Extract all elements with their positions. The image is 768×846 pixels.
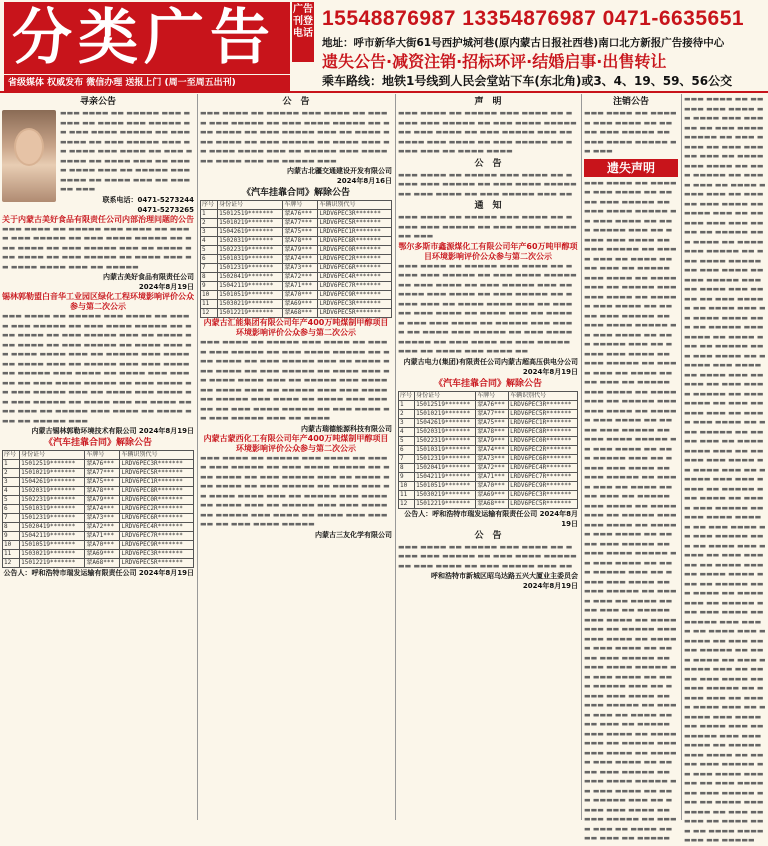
table-row bbox=[201, 228, 392, 237]
notice-body: ▬▬▬ ▬▬▬▬ ▬▬ ▬▬▬▬▬ ▬▬▬ ▬▬▬▬ ▬▬ ▬▬▬▬ ▬▬▬ ▬▬▬▬▬ ▬▬ ▬▬▬ ▬▬▬▬ ▬▬▬▬▬ ▬▬ ▬▬▬ ▬▬▬▬ ▬▬ ▬▬▬ ▬▬▬▬▬ ▬▬▬ ▬▬ ▬▬▬▬ ▬▬▬ ▬▬▬▬ ▬▬ ▬▬▬ ▬▬▬▬▬ ▬▬ ▬▬▬▬ ▬▬▬ ▬▬ ▬▬▬▬ ▬▬▬▬ ▬▬▬ ▬▬ ▬▬▬▬▬ ▬▬▬ ▬▬▬▬ ▬▬ ▬▬▬▬ ▬▬▬ ▬▬ ▬▬▬▬▬ ▬▬▬ ▬▬▬ ▬▬▬▬ ▬▬ ▬▬▬▬▬ ▬▬▬ ▬▬▬▬ ▬▬ ▬▬▬▬ ▬▬▬ ▬▬▬▬▬ ▬▬ ▬▬▬ ▬▬▬▬ ▬▬▬▬▬ bbox=[200, 453, 390, 528]
table-cell: LRDV6PEC6R******* bbox=[318, 264, 392, 273]
table-cell: LRDV6PEC5R******* bbox=[509, 409, 578, 418]
table-cell: 蒙A73*** bbox=[476, 454, 509, 463]
notice-title: 公 告 bbox=[474, 530, 502, 541]
table-cell: 蒙A72*** bbox=[85, 523, 120, 532]
signature: 公告人：呼和浩特市瑞发运输有限责任公司 2024年8月19日 bbox=[3, 569, 194, 577]
table-cell: 9 bbox=[399, 472, 415, 481]
table-row bbox=[3, 460, 194, 469]
table-cell: 蒙A75*** bbox=[283, 228, 318, 237]
table-cell: 车牌号 bbox=[283, 201, 318, 210]
notice-body: ▬▬▬ ▬▬▬▬ ▬▬ ▬▬▬▬▬ ▬▬▬ ▬▬▬▬ ▬▬ ▬▬▬▬ ▬▬▬ ▬▬▬▬▬ ▬▬ ▬▬▬ ▬▬▬▬ ▬▬▬▬▬ ▬▬ ▬▬▬ ▬▬▬▬ ▬▬ ▬▬▬ ▬▬▬▬▬ ▬▬▬ ▬▬ ▬▬▬▬ ▬▬▬ ▬▬▬▬ ▬▬ ▬▬▬ ▬▬▬▬▬ ▬▬ ▬▬▬▬ ▬▬▬ ▬▬ ▬▬▬▬ ▬▬▬▬ ▬▬▬ ▬▬ ▬▬▬▬▬ ▬▬▬ ▬▬▬▬ ▬▬ ▬▬▬▬ ▬▬▬ ▬▬ ▬▬▬▬▬ ▬▬▬ ▬▬▬ ▬▬▬▬ ▬▬ ▬▬▬▬▬ ▬▬▬ ▬▬▬▬ ▬▬ ▬▬▬▬ ▬▬▬ ▬▬▬▬▬ ▬▬ ▬▬▬ ▬▬▬▬ ▬▬▬▬▬ ▬▬ ▬▬▬ ▬▬▬▬ ▬▬ ▬▬▬ ▬▬▬▬▬ ▬▬▬ ▬▬ ▬▬▬▬ ▬▬▬ ▬▬▬▬ ▬▬ ▬▬▬ ▬▬▬▬▬ ▬▬ ▬▬▬▬ ▬▬▬ ▬▬ ▬▬▬▬ ▬▬▬▬ ▬▬▬ ▬▬ ▬▬▬▬▬ ▬▬▬ ▬▬▬▬ ▬▬ ▬▬▬▬ ▬▬▬ ▬▬ ▬▬▬▬▬ ▬▬▬ ▬▬▬ ▬▬▬▬ ▬▬ ▬▬▬▬▬ ▬▬▬ ▬▬▬▬ ▬▬ ▬▬▬▬ ▬▬▬ ▬▬▬▬▬ ▬▬ ▬▬▬ ▬▬▬▬ ▬▬▬▬▬ ▬▬ ▬▬▬ ▬▬▬▬ ▬▬ ▬▬▬ ▬▬▬▬▬ ▬▬▬ ▬▬ ▬▬▬▬ ▬▬▬ ▬▬▬▬ ▬▬ ▬▬▬ ▬▬▬▬▬ ▬▬ ▬▬▬▬ ▬▬▬ ▬▬ ▬▬▬▬ ▬▬▬▬ ▬▬▬ ▬▬ ▬▬▬▬▬ ▬▬▬ ▬▬▬▬ ▬▬ ▬▬▬▬ ▬▬▬ ▬▬ ▬▬▬▬▬ ▬▬▬ ▬▬▬ ▬▬▬▬ ▬▬ ▬▬▬▬▬ ▬▬▬ ▬▬▬▬ ▬▬ ▬▬▬▬ ▬▬▬ ▬▬▬▬▬ ▬▬ ▬▬▬ ▬▬▬▬ ▬▬▬▬▬ ▬▬ ▬▬▬ ▬▬▬▬ ▬▬ ▬▬▬ ▬▬▬▬▬ ▬▬▬ ▬▬ ▬▬▬▬ ▬▬▬ ▬▬▬▬ ▬▬ ▬▬▬ ▬▬▬▬▬ ▬▬ ▬▬▬▬ ▬▬▬ ▬▬ ▬▬▬▬ ▬▬▬▬ ▬▬▬ ▬▬ ▬▬▬▬▬ ▬▬▬ ▬▬▬▬ ▬▬ ▬▬▬▬ ▬▬▬ ▬▬ ▬▬▬▬▬ ▬▬▬ ▬▬▬ ▬▬▬▬ ▬▬ ▬▬▬▬▬ ▬▬▬ ▬▬▬▬ ▬▬ ▬▬▬▬ ▬▬▬ ▬▬▬▬▬ ▬▬ ▬▬▬ ▬▬▬▬ ▬▬▬▬▬ ▬▬ ▬▬▬ ▬▬▬▬ ▬▬ ▬▬▬ ▬▬▬▬▬ ▬▬▬ ▬▬ ▬▬▬▬ ▬▬▬ ▬▬▬▬ ▬▬ ▬▬▬ ▬▬▬▬▬ ▬▬ ▬▬▬▬ ▬▬▬ ▬▬ ▬▬▬▬ ▬▬▬▬ ▬▬▬ ▬▬ ▬▬▬▬▬ ▬▬▬ ▬▬▬▬ ▬▬ ▬▬▬▬ ▬▬▬ ▬▬ ▬▬▬▬▬ ▬▬▬ ▬▬▬ ▬▬▬▬ ▬▬ ▬▬▬▬▬ ▬▬▬ ▬▬▬▬ ▬▬ ▬▬▬▬ ▬▬▬ ▬▬▬▬▬ ▬▬ ▬▬▬ ▬▬▬▬ ▬▬▬▬▬ ▬▬ ▬▬▬ ▬▬▬▬ ▬▬ ▬▬▬ ▬▬▬▬▬ ▬▬▬ ▬▬ ▬▬▬▬ ▬▬▬ ▬▬▬▬ ▬▬ ▬▬▬ ▬▬▬▬▬ ▬▬ ▬▬▬▬ ▬▬▬ ▬▬ ▬▬▬▬ ▬▬▬▬ ▬▬▬ ▬▬ ▬▬▬▬▬ bbox=[684, 95, 766, 844]
signature: 内蒙古三友化学有限公司 bbox=[315, 530, 392, 539]
table-cell: LRDV6PEC0R******* bbox=[120, 496, 194, 505]
table-cell: 车辆识别代号 bbox=[120, 451, 194, 460]
table-cell: LRDV6PEC5R******* bbox=[120, 469, 194, 478]
table-cell: 5 bbox=[3, 496, 20, 505]
table-cell: 序号 bbox=[201, 201, 218, 210]
table-row bbox=[399, 418, 578, 427]
table-cell: LRDV6PEC3R******* bbox=[318, 300, 392, 309]
services-line: 遗失公告·减资注销·招标环评·结婚启事·出售转让 bbox=[322, 52, 667, 71]
table-cell: 蒙A77*** bbox=[283, 219, 318, 228]
table-cell: 15012319******* bbox=[218, 264, 283, 273]
masthead bbox=[0, 0, 768, 92]
table-cell: LRDV6PEC5R******* bbox=[318, 219, 392, 228]
table-row bbox=[201, 237, 392, 246]
notice-body: ▬▬▬ ▬▬▬▬ ▬▬ ▬▬▬▬▬ ▬▬▬ ▬▬▬▬ ▬▬ ▬▬▬▬ ▬▬▬ ▬▬▬▬▬ ▬▬ ▬▬▬ ▬▬▬▬ ▬▬▬▬▬ ▬▬ ▬▬▬ ▬▬▬▬ ▬▬ ▬▬▬ ▬▬▬▬▬ ▬▬▬ ▬▬ ▬▬▬▬ ▬▬▬ ▬▬▬▬ ▬▬ ▬▬▬ ▬▬▬▬▬ ▬▬ ▬▬▬▬ ▬▬▬ ▬▬ ▬▬▬▬ ▬▬▬▬ ▬▬▬ ▬▬ ▬▬▬▬▬ ▬▬▬ ▬▬▬▬ ▬▬ ▬▬▬▬ ▬▬▬ ▬▬ ▬▬▬▬▬ ▬▬▬ ▬▬▬ ▬▬▬▬ ▬▬ ▬▬▬▬▬ ▬▬▬ ▬▬▬▬ ▬▬ ▬▬▬▬ ▬▬▬ ▬▬▬▬▬ ▬▬ ▬▬▬ ▬▬▬▬ ▬▬▬▬▬ ▬▬ ▬▬▬ ▬▬▬▬ ▬▬ ▬▬▬ ▬▬▬▬▬ ▬▬▬ ▬▬ ▬▬▬▬ ▬▬▬ ▬▬▬▬ ▬▬ bbox=[398, 261, 577, 355]
table-cell: 15012219******* bbox=[20, 559, 85, 568]
table-cell: 1 bbox=[399, 400, 415, 409]
signature: 内蒙古锡林郭勒环境技术有限公司 2024年8月19日 bbox=[31, 427, 194, 435]
table-cell: LRDV6PEC4R******* bbox=[318, 273, 392, 282]
table-row bbox=[3, 487, 194, 496]
table-cell: 蒙A79*** bbox=[476, 436, 509, 445]
table-row bbox=[3, 550, 194, 559]
table-cell: 3 bbox=[399, 418, 415, 427]
table-row bbox=[3, 505, 194, 514]
table-cell: 2 bbox=[201, 219, 218, 228]
date: 2024年8月16日 bbox=[336, 177, 392, 185]
table-cell: 蒙A75*** bbox=[85, 478, 120, 487]
column-3 bbox=[396, 94, 580, 820]
table-header-row bbox=[399, 391, 578, 400]
table-cell: 15010219******* bbox=[218, 219, 283, 228]
notice-title: 寻亲公告 bbox=[79, 97, 116, 107]
header-divider bbox=[0, 91, 768, 93]
lost-notice-banner: 遗失声明 bbox=[584, 159, 678, 177]
table-row bbox=[201, 300, 392, 309]
table-cell: 蒙A70*** bbox=[476, 481, 509, 490]
table-cell: 蒙A74*** bbox=[476, 445, 509, 454]
table-cell: 蒙A76*** bbox=[85, 460, 120, 469]
table-row bbox=[399, 436, 578, 445]
notice-title: 公 告 bbox=[474, 158, 502, 169]
table-cell: 蒙A78*** bbox=[476, 427, 509, 436]
table-cell: 15042619******* bbox=[218, 228, 283, 237]
table-cell: 7 bbox=[201, 264, 218, 273]
table-cell: LRDV6PEC1R******* bbox=[509, 418, 578, 427]
notice-body: ▬▬▬ ▬▬▬▬ ▬▬ ▬▬▬▬▬ ▬▬▬ ▬▬▬▬ ▬▬ ▬▬▬▬ ▬▬▬ ▬▬▬▬▬ ▬▬ ▬▬▬ ▬▬▬▬ ▬▬▬▬▬ ▬▬ ▬▬▬ ▬▬▬▬ ▬▬ ▬▬▬ ▬▬▬▬▬ ▬▬▬ ▬▬ ▬▬▬▬ ▬▬▬ ▬▬▬▬ ▬▬ ▬▬▬ ▬▬▬▬▬ ▬▬ ▬▬▬▬ ▬▬▬ ▬▬ ▬▬▬▬ ▬▬▬▬ ▬▬▬ ▬▬ ▬▬▬▬▬ ▬▬▬ ▬▬▬▬ ▬▬ ▬▬▬▬ ▬▬▬ ▬▬ ▬▬▬▬▬ ▬▬▬ bbox=[200, 109, 390, 165]
table-cell: 6 bbox=[399, 445, 415, 454]
table-cell: 15012319******* bbox=[20, 514, 85, 523]
notice-title: 注销公告 bbox=[612, 97, 649, 107]
table-row bbox=[201, 282, 392, 291]
table-cell: LRDV6PEC1R******* bbox=[318, 228, 392, 237]
table-header-row bbox=[3, 451, 194, 460]
table-cell: 1 bbox=[3, 460, 20, 469]
table-cell: 车辆识别代号 bbox=[509, 391, 578, 400]
table-cell: 4 bbox=[201, 237, 218, 246]
address: 地址：呼市新华大街61号西护城河巷(原内蒙古日报社西巷)南口北方新报广告接待中心 bbox=[322, 37, 725, 49]
notice-body: ▬▬▬ ▬▬▬▬ ▬▬ ▬▬▬▬▬ ▬▬▬ ▬▬▬▬ ▬▬ ▬▬▬▬ ▬▬▬ ▬▬▬▬▬ ▬▬ ▬▬▬ ▬▬▬▬ ▬▬▬▬▬ ▬▬ ▬▬▬ bbox=[398, 213, 577, 240]
notice-body: ▬▬▬ ▬▬▬▬ ▬▬ ▬▬▬▬▬ ▬▬▬ ▬▬▬▬ ▬▬ ▬▬▬▬ ▬▬▬ ▬▬▬▬▬ ▬▬ ▬▬▬ ▬▬▬▬ ▬▬▬▬▬ ▬▬ ▬▬▬ ▬▬▬▬ ▬▬ ▬▬▬ ▬▬▬▬▬ ▬▬▬ ▬▬ bbox=[398, 542, 577, 570]
table-row bbox=[3, 469, 194, 478]
table-cell: 15022319******* bbox=[218, 246, 283, 255]
table-cell: 蒙A76*** bbox=[476, 400, 509, 409]
table-cell: 5 bbox=[399, 436, 415, 445]
table-cell: 身份证号 bbox=[218, 201, 283, 210]
table-header-row bbox=[201, 201, 392, 210]
table-cell: 15020319******* bbox=[415, 427, 476, 436]
table-cell: 蒙A68*** bbox=[85, 559, 120, 568]
table-cell: LRDV6PEC2R******* bbox=[509, 445, 578, 454]
table-cell: 15042119******* bbox=[20, 532, 85, 541]
notice-body: ▬▬▬ ▬▬▬▬ ▬▬ ▬▬▬▬▬ ▬▬▬ ▬▬▬▬ ▬▬ ▬▬▬▬ ▬▬▬ ▬▬▬▬▬ ▬▬ ▬▬▬ ▬▬▬▬ ▬▬▬▬▬ ▬▬ ▬▬▬ ▬▬▬▬ ▬▬ ▬▬▬ ▬▬▬▬▬ ▬▬▬ ▬▬ ▬▬▬▬ ▬▬▬ ▬▬▬▬ ▬▬ ▬▬▬ ▬▬▬▬▬ ▬▬ ▬▬▬▬ ▬▬▬ ▬▬ ▬▬▬▬ ▬▬▬▬ bbox=[398, 109, 577, 155]
table-cell: 蒙A69*** bbox=[476, 490, 509, 499]
table-row bbox=[201, 273, 392, 282]
table-cell: 车牌号 bbox=[85, 451, 120, 460]
table-row bbox=[201, 246, 392, 255]
notice-body: ▬▬▬ ▬▬▬▬ ▬▬ ▬▬▬▬▬ ▬▬▬ ▬▬▬▬ ▬▬ ▬▬▬▬ ▬▬▬ ▬▬▬▬▬ ▬▬ ▬▬▬ ▬▬▬▬ ▬▬▬▬▬ ▬▬ ▬▬▬ ▬▬▬▬ ▬▬ ▬▬▬ ▬▬▬▬▬ ▬▬▬ ▬▬ bbox=[398, 170, 577, 198]
table-cell: 8 bbox=[399, 463, 415, 472]
table-cell: LRDV6PEC2R******* bbox=[318, 255, 392, 264]
table-cell: LRDV6PEC3R******* bbox=[509, 490, 578, 499]
table-cell: LRDV6PEC3R******* bbox=[509, 400, 578, 409]
table-cell: 蒙A68*** bbox=[283, 309, 318, 318]
table-cell: LRDV6PEC9R******* bbox=[509, 481, 578, 490]
table-cell: 蒙A72*** bbox=[283, 273, 318, 282]
logo-text: 分类广告 bbox=[12, 3, 276, 73]
table-cell: 4 bbox=[399, 427, 415, 436]
table-cell: 15012519******* bbox=[20, 460, 85, 469]
table-cell: 15020319******* bbox=[218, 237, 283, 246]
table-cell: 15030219******* bbox=[218, 300, 283, 309]
table-row bbox=[201, 264, 392, 273]
table-cell: 蒙A74*** bbox=[85, 505, 120, 514]
table-cell: 15010319******* bbox=[218, 255, 283, 264]
table-cell: 8 bbox=[201, 273, 218, 282]
table-cell: LRDV6PEC7R******* bbox=[509, 472, 578, 481]
table-cell: 15010519******* bbox=[218, 291, 283, 300]
table-cell: LRDV6PEC0R******* bbox=[318, 246, 392, 255]
table-cell: 蒙A71*** bbox=[283, 282, 318, 291]
table-cell: 4 bbox=[3, 487, 20, 496]
table-cell: 2 bbox=[399, 409, 415, 418]
table-cell: LRDV6PEC8R******* bbox=[120, 487, 194, 496]
table-row bbox=[399, 490, 578, 499]
table-cell: 2 bbox=[3, 469, 20, 478]
column-2 bbox=[198, 94, 394, 820]
table-row bbox=[3, 514, 194, 523]
table-cell: 蒙A68*** bbox=[476, 499, 509, 508]
vertical-label: 广告刊登电话 bbox=[292, 2, 314, 62]
table-cell: 蒙A73*** bbox=[85, 514, 120, 523]
signature: 公告人：呼和浩特市瑞发运输有限责任公司 2024年8月19日 bbox=[404, 509, 578, 528]
contact-phone-2: 0471-5273265 bbox=[137, 205, 194, 214]
table-cell: 15030219******* bbox=[415, 490, 476, 499]
table-cell: 3 bbox=[3, 478, 20, 487]
table-cell: 15030219******* bbox=[20, 550, 85, 559]
logo bbox=[4, 2, 290, 74]
notice-title: 公 告 bbox=[282, 97, 310, 107]
table-cell: LRDV6PEC1R******* bbox=[120, 478, 194, 487]
table-cell: 15042119******* bbox=[218, 282, 283, 291]
date: 2024年8月19日 bbox=[522, 367, 578, 376]
table-cell: LRDV6PEC5R******* bbox=[509, 499, 578, 508]
table-cell: 12 bbox=[3, 559, 20, 568]
notice-title: 《汽车挂靠合同》解除公告 bbox=[433, 378, 542, 389]
table-row bbox=[399, 499, 578, 508]
table-cell: 蒙A70*** bbox=[283, 291, 318, 300]
table-cell: 11 bbox=[3, 550, 20, 559]
table-cell: 15010319******* bbox=[415, 445, 476, 454]
table-cell: 15020419******* bbox=[20, 523, 85, 532]
table-cell: 5 bbox=[201, 246, 218, 255]
table-cell: LRDV6PEC3R******* bbox=[120, 460, 194, 469]
bus-route: 乘车路线：地铁1号线到人民会堂站下车(东北角)或3、4、19、59、56公交 bbox=[322, 74, 733, 88]
table-cell: 9 bbox=[201, 282, 218, 291]
table-cell: 6 bbox=[3, 505, 20, 514]
table-cell: 15042619******* bbox=[415, 418, 476, 427]
vehicle-table bbox=[200, 200, 392, 318]
table-cell: LRDV6PEC2R******* bbox=[120, 505, 194, 514]
table-cell: 蒙A71*** bbox=[85, 532, 120, 541]
table-cell: 车辆识别代号 bbox=[318, 201, 392, 210]
table-cell: 15010219******* bbox=[415, 409, 476, 418]
table-cell: LRDV6PEC9R******* bbox=[318, 291, 392, 300]
notice-body: ▬▬▬ ▬▬▬▬ ▬▬ ▬▬▬▬▬ ▬▬▬ ▬▬▬▬ ▬▬ ▬▬▬▬ ▬▬▬ ▬▬▬▬▬ ▬▬ ▬▬▬ ▬▬▬▬ ▬▬▬▬▬ ▬▬ ▬▬▬ bbox=[584, 109, 677, 155]
table-row bbox=[201, 309, 392, 318]
table-row bbox=[399, 445, 578, 454]
table-cell: LRDV6PEC4R******* bbox=[120, 523, 194, 532]
table-cell: LRDV6PEC7R******* bbox=[120, 532, 194, 541]
table-cell: 10 bbox=[201, 291, 218, 300]
notice-body: ▬▬▬ ▬▬▬▬ ▬▬ ▬▬▬▬▬ ▬▬▬ ▬▬▬▬ ▬▬ ▬▬▬▬ ▬▬▬ ▬▬▬▬▬ ▬▬ ▬▬▬ ▬▬▬▬ ▬▬▬▬▬ ▬▬ ▬▬▬ ▬▬▬▬ ▬▬ ▬▬▬ ▬▬▬▬▬ ▬▬▬ ▬▬ ▬▬▬▬ ▬▬▬ ▬▬▬▬ ▬▬ ▬▬▬ ▬▬▬▬▬ ▬▬ ▬▬▬▬ ▬▬▬ ▬▬ ▬▬▬▬ ▬▬▬▬ ▬▬▬ ▬▬ ▬▬▬▬▬ ▬▬▬ ▬▬▬▬ ▬▬ ▬▬▬▬ ▬▬▬ ▬▬ ▬▬▬▬▬ ▬▬▬ ▬▬▬ ▬▬▬▬ ▬▬ ▬▬▬▬▬ ▬▬▬ ▬▬▬▬ ▬▬ ▬▬▬▬ ▬▬▬ ▬▬▬▬▬ ▬▬ ▬▬▬ ▬▬▬▬ ▬▬▬▬▬ ▬▬ ▬▬▬ ▬▬▬▬ ▬▬ ▬▬▬ ▬▬▬▬▬ ▬▬▬ ▬▬ ▬▬▬▬ ▬▬▬ ▬▬▬▬ ▬▬ ▬▬▬ ▬▬▬▬▬ ▬▬ ▬▬▬▬ ▬▬▬ ▬▬ ▬▬▬▬ ▬▬▬▬ ▬▬▬ ▬▬ ▬▬▬▬▬ ▬▬▬ ▬▬▬▬ ▬▬ ▬▬▬▬ ▬▬▬ ▬▬ ▬▬▬▬▬ ▬▬▬ bbox=[2, 312, 192, 425]
table-cell: 15010519******* bbox=[415, 481, 476, 490]
table-row bbox=[201, 219, 392, 228]
table-cell: 蒙A78*** bbox=[283, 237, 318, 246]
column-4 bbox=[582, 94, 680, 842]
table-cell: LRDV6PEC3R******* bbox=[318, 210, 392, 219]
table-row bbox=[399, 427, 578, 436]
table-row bbox=[399, 463, 578, 472]
table-cell: 10 bbox=[399, 481, 415, 490]
table-cell: 序号 bbox=[399, 391, 415, 400]
notice-heading: 内蒙古汇能集团有限公司年产400万吨煤制甲醇项目环境影响评价公众参与第二次公示 bbox=[203, 318, 389, 337]
table-cell: 蒙A78*** bbox=[85, 487, 120, 496]
table-cell: 身份证号 bbox=[415, 391, 476, 400]
table-cell: 9 bbox=[3, 532, 20, 541]
table-cell: 蒙A73*** bbox=[283, 264, 318, 273]
table-cell: 15042619******* bbox=[20, 478, 85, 487]
table-row bbox=[399, 472, 578, 481]
table-cell: LRDV6PEC6R******* bbox=[120, 514, 194, 523]
table-cell: 蒙A79*** bbox=[85, 496, 120, 505]
signature: 内蒙古电力(集团)有限责任公司内蒙古超高压供电分公司 bbox=[403, 357, 578, 366]
table-row bbox=[3, 541, 194, 550]
table-cell: LRDV6PEC8R******* bbox=[318, 237, 392, 246]
table-cell: 15012319******* bbox=[415, 454, 476, 463]
table-cell: LRDV6PEC5R******* bbox=[318, 309, 392, 318]
signature: 内蒙古美好食品有限责任公司 bbox=[103, 273, 194, 281]
table-cell: 15020319******* bbox=[20, 487, 85, 496]
table-cell: 12 bbox=[201, 309, 218, 318]
table-cell: 15010319******* bbox=[20, 505, 85, 514]
table-cell: LRDV6PEC9R******* bbox=[120, 541, 194, 550]
table-cell: 蒙A69*** bbox=[283, 300, 318, 309]
table-cell: 8 bbox=[3, 523, 20, 532]
table-cell: 蒙A79*** bbox=[283, 246, 318, 255]
table-cell: 10 bbox=[3, 541, 20, 550]
notice-title: 通 知 bbox=[474, 201, 502, 211]
notice-body: ▬▬▬ ▬▬▬▬ ▬▬ ▬▬▬▬▬ ▬▬▬ ▬▬▬▬ ▬▬ ▬▬▬▬ ▬▬▬ ▬▬▬▬▬ ▬▬ ▬▬▬ ▬▬▬▬ ▬▬▬▬▬ ▬▬ ▬▬▬ ▬▬▬▬ ▬▬ ▬▬▬ ▬▬▬▬▬ ▬▬▬ ▬▬ ▬▬▬▬ ▬▬▬ ▬▬▬▬ ▬▬ ▬▬▬ ▬▬▬▬▬ ▬▬ ▬▬▬▬ ▬▬▬ ▬▬ ▬▬▬▬ ▬▬▬▬ ▬▬▬ ▬▬ ▬▬▬▬▬ bbox=[2, 224, 192, 271]
table-cell: LRDV6PEC0R******* bbox=[509, 436, 578, 445]
tagline: 省级媒体 权威发布 微信办理 送报上门 (周一至周五出刊) bbox=[4, 75, 290, 91]
signature: 内蒙古北疆交通建设开发有限公司 bbox=[287, 167, 392, 175]
table-cell: 蒙A77*** bbox=[476, 409, 509, 418]
table-row bbox=[201, 255, 392, 264]
table-cell: 7 bbox=[3, 514, 20, 523]
vehicle-table bbox=[398, 391, 578, 509]
table-cell: 11 bbox=[399, 490, 415, 499]
table-cell: 7 bbox=[399, 454, 415, 463]
table-cell: 蒙A77*** bbox=[85, 469, 120, 478]
table-cell: 15022319******* bbox=[20, 496, 85, 505]
date: 2024年8月19日 bbox=[138, 283, 194, 291]
column-1 bbox=[0, 94, 196, 820]
notice-heading: 内蒙古蒙西化工有限公司年产400万吨煤制甲醇项目环境影响评价公众参与第二次公示 bbox=[203, 433, 389, 453]
portrait-photo bbox=[2, 110, 56, 202]
table-cell: 蒙A71*** bbox=[476, 472, 509, 481]
contact-phone-1: 联系电话：0471-5273244 bbox=[102, 195, 194, 204]
table-cell: LRDV6PEC3R******* bbox=[120, 550, 194, 559]
table-cell: 蒙A72*** bbox=[476, 463, 509, 472]
table-row bbox=[3, 496, 194, 505]
signature: 内蒙古瑞德能源科技有限公司 bbox=[301, 424, 392, 433]
table-cell: 15010519******* bbox=[20, 541, 85, 550]
table-cell: 1 bbox=[201, 210, 218, 219]
table-cell: 蒙A76*** bbox=[283, 210, 318, 219]
table-cell: 蒙A75*** bbox=[476, 418, 509, 427]
column-5 bbox=[682, 94, 768, 844]
table-cell: LRDV6PEC4R******* bbox=[509, 463, 578, 472]
table-row bbox=[201, 291, 392, 300]
table-row bbox=[3, 532, 194, 541]
notice-title: 《汽车挂靠合同》解除公告 bbox=[241, 188, 350, 198]
table-row bbox=[399, 481, 578, 490]
table-cell: 15012519******* bbox=[218, 210, 283, 219]
table-cell: 15012219******* bbox=[415, 499, 476, 508]
notice-body: ▬▬▬ ▬▬▬▬ ▬▬ ▬▬▬▬▬ ▬▬▬ ▬▬▬▬ ▬▬ ▬▬▬▬ ▬▬▬ ▬▬▬▬▬ ▬▬ ▬▬▬ ▬▬▬▬ ▬▬▬▬▬ ▬▬ ▬▬▬ ▬▬▬▬ ▬▬ ▬▬▬ ▬▬▬▬▬ ▬▬▬ ▬▬ ▬▬▬▬ ▬▬▬ ▬▬▬▬ ▬▬ ▬▬▬ ▬▬▬▬▬ ▬▬ ▬▬▬▬ ▬▬▬ ▬▬ ▬▬▬▬ ▬▬▬▬ ▬▬▬ ▬▬ ▬▬▬▬▬ ▬▬▬ ▬▬▬▬ ▬▬ ▬▬▬▬ ▬▬▬ ▬▬ ▬▬▬▬▬ ▬▬▬ ▬▬▬ ▬▬▬▬ ▬▬ ▬▬▬▬▬ ▬▬▬ ▬▬▬▬ ▬▬ ▬▬▬▬ ▬▬▬ ▬▬▬▬▬ ▬▬ ▬▬▬ ▬▬▬▬ ▬▬▬▬▬ ▬▬ ▬▬▬ ▬▬▬▬ ▬▬ ▬▬▬ ▬▬▬▬▬ ▬▬▬ ▬▬ ▬▬▬▬ ▬▬▬ ▬▬▬▬ ▬▬ ▬▬▬ ▬▬▬▬▬ ▬▬ ▬▬▬▬ ▬▬▬ ▬▬ ▬▬▬▬ ▬▬▬▬ ▬▬▬ ▬▬ ▬▬▬▬▬ ▬▬▬ ▬▬▬▬ ▬▬ ▬▬▬▬ ▬▬▬ ▬▬ ▬▬▬▬▬ ▬▬▬ ▬▬▬ ▬▬▬▬ ▬▬ ▬▬▬▬▬ ▬▬▬ ▬▬▬▬ ▬▬ ▬▬▬▬ ▬▬▬ ▬▬▬▬▬ ▬▬ ▬▬▬ ▬▬▬▬ ▬▬▬▬▬ ▬▬ ▬▬▬ ▬▬▬▬ ▬▬ ▬▬▬ ▬▬▬▬▬ ▬▬▬ ▬▬ ▬▬▬▬ ▬▬▬ ▬▬▬▬ ▬▬ ▬▬▬ ▬▬▬▬▬ ▬▬ ▬▬▬▬ ▬▬▬ ▬▬ ▬▬▬▬ ▬▬▬▬ ▬▬▬ ▬▬ ▬▬▬▬▬ ▬▬▬ ▬▬▬▬ ▬▬ ▬▬▬▬ ▬▬▬ ▬▬ ▬▬▬▬▬ ▬▬▬ ▬▬▬ ▬▬▬▬ ▬▬ ▬▬▬▬▬ ▬▬▬ ▬▬▬▬ ▬▬ ▬▬▬▬ ▬▬▬ ▬▬▬▬▬ ▬▬ ▬▬▬ ▬▬▬▬ ▬▬▬▬▬ ▬▬ ▬▬▬ ▬▬▬▬ ▬▬ ▬▬▬ ▬▬▬▬▬ ▬▬▬ ▬▬ ▬▬▬▬ ▬▬▬ ▬▬▬▬ ▬▬ ▬▬▬ ▬▬▬▬▬ ▬▬ ▬▬▬▬ ▬▬▬ ▬▬ ▬▬▬▬ ▬▬▬▬ ▬▬▬ ▬▬ ▬▬▬▬▬ ▬▬▬ ▬▬▬▬ ▬▬ ▬▬▬▬ ▬▬▬ ▬▬ ▬▬▬▬▬ ▬▬▬ ▬▬▬ ▬▬▬▬ ▬▬ ▬▬▬▬▬ ▬▬▬ ▬▬▬▬ ▬▬ ▬▬▬▬ ▬▬▬ ▬▬▬▬▬ ▬▬ ▬▬▬ ▬▬▬▬ ▬▬▬▬▬ ▬▬ ▬▬▬ ▬▬▬▬ ▬▬ ▬▬▬ ▬▬▬▬▬ ▬▬▬ ▬▬ ▬▬▬▬ ▬▬▬ ▬▬▬▬ ▬▬ ▬▬▬ ▬▬▬▬▬ ▬▬ ▬▬▬▬ ▬▬▬ ▬▬ ▬▬▬▬ ▬▬▬▬ ▬▬▬ ▬▬ ▬▬▬▬▬ ▬▬▬ ▬▬▬▬ ▬▬ ▬▬▬▬ ▬▬▬ ▬▬ ▬▬▬▬▬ ▬▬▬ ▬▬▬ ▬▬▬▬ ▬▬ ▬▬▬▬▬ ▬▬▬ ▬▬▬▬ ▬▬ ▬▬▬▬ ▬▬▬ ▬▬▬▬▬ ▬▬ ▬▬▬ ▬▬▬▬ ▬▬▬▬▬ ▬▬ ▬▬▬ ▬▬▬▬ ▬▬ ▬▬▬ ▬▬▬▬▬ ▬▬▬ ▬▬ ▬▬▬▬ ▬▬▬ ▬▬▬▬ ▬▬ ▬▬▬ ▬▬▬▬▬ ▬▬ ▬▬▬▬ ▬▬▬ ▬▬ ▬▬▬▬ ▬▬▬▬ ▬▬▬ ▬▬ ▬▬▬▬▬ bbox=[584, 178, 677, 842]
vehicle-table bbox=[2, 450, 194, 568]
table-cell: 蒙A70*** bbox=[85, 541, 120, 550]
table-cell: LRDV6PEC7R******* bbox=[318, 282, 392, 291]
table-cell: 12 bbox=[399, 499, 415, 508]
table-cell: 15010219******* bbox=[20, 469, 85, 478]
notice-body: ▬▬▬ ▬▬▬▬ ▬▬ ▬▬▬▬▬ ▬▬▬ ▬▬▬▬ ▬▬ ▬▬▬▬ ▬▬▬ ▬▬▬▬▬ ▬▬ ▬▬▬ ▬▬▬▬ ▬▬▬▬▬ ▬▬ ▬▬▬ ▬▬▬▬ ▬▬ ▬▬▬ ▬▬▬▬▬ ▬▬▬ ▬▬ ▬▬▬▬ ▬▬▬ ▬▬▬▬ ▬▬ ▬▬▬ ▬▬▬▬▬ ▬▬ ▬▬▬▬ ▬▬▬ ▬▬ ▬▬▬▬ ▬▬▬▬ ▬▬▬ ▬▬ ▬▬▬▬▬ ▬▬▬ ▬▬▬▬ ▬▬ ▬▬▬▬ ▬▬▬ ▬▬ ▬▬▬▬▬ ▬▬▬ ▬▬▬ ▬▬▬▬ ▬▬ ▬▬▬▬▬ ▬▬▬ ▬▬▬▬ ▬▬ ▬▬▬▬ ▬▬▬ ▬▬▬▬▬ ▬▬ ▬▬▬ ▬▬▬▬ ▬▬▬▬▬ ▬▬ ▬▬▬ ▬▬▬▬ ▬▬ ▬▬▬ ▬▬▬▬▬ ▬▬▬ ▬▬ ▬▬▬▬ bbox=[200, 338, 390, 422]
table-cell: 车牌号 bbox=[476, 391, 509, 400]
table-row bbox=[399, 400, 578, 409]
table-cell: 15022319******* bbox=[415, 436, 476, 445]
notice-title: 声 明 bbox=[474, 97, 502, 107]
table-cell: 蒙A69*** bbox=[85, 550, 120, 559]
table-cell: 15042119******* bbox=[415, 472, 476, 481]
table-cell: 15012219******* bbox=[218, 309, 283, 318]
table-cell: 15012519******* bbox=[415, 400, 476, 409]
table-row bbox=[399, 454, 578, 463]
table-cell: 蒙A74*** bbox=[283, 255, 318, 264]
table-row bbox=[201, 210, 392, 219]
table-cell: 6 bbox=[201, 255, 218, 264]
notice-title: 《汽车挂靠合同》解除公告 bbox=[43, 438, 152, 448]
table-cell: 序号 bbox=[3, 451, 20, 460]
table-row bbox=[399, 409, 578, 418]
table-cell: LRDV6PEC5R******* bbox=[120, 559, 194, 568]
table-row bbox=[3, 559, 194, 568]
notice-heading: 锡林郭勒盟白音华工业园区绿化工程环境影响评价公众参与第二次公示 bbox=[2, 292, 194, 311]
table-cell: LRDV6PEC6R******* bbox=[509, 454, 578, 463]
table-cell: LRDV6PEC8R******* bbox=[509, 427, 578, 436]
table-cell: 3 bbox=[201, 228, 218, 237]
notice-heading: 鄂尔多斯市鑫源煤化工有限公司年产60万吨甲醇项目环境影响评价公众参与第二次公示 bbox=[398, 241, 578, 261]
signature: 呼和浩特市新城区昭乌达路五兴大厦业主委员会 bbox=[431, 572, 578, 580]
phone-numbers: 15548876987 13354876987 0471-6635651 bbox=[322, 7, 745, 30]
notice-heading: 关于内蒙古美好食品有限责任公司内部治理问题的公告 bbox=[2, 214, 194, 224]
table-cell: 身份证号 bbox=[20, 451, 85, 460]
notice-body: ▬▬▬ ▬▬▬▬ ▬▬ ▬▬▬▬▬ ▬▬▬ ▬▬▬▬ ▬▬ ▬▬▬▬ ▬▬▬ ▬▬▬▬▬ ▬▬ ▬▬▬ ▬▬▬▬ ▬▬▬▬▬ ▬▬ ▬▬▬ ▬▬▬▬ ▬▬ ▬▬▬ ▬▬▬▬▬ ▬▬▬ ▬▬ ▬▬▬▬ ▬▬▬ ▬▬▬▬ ▬▬ ▬▬▬ ▬▬▬▬▬ ▬▬ ▬▬▬▬ ▬▬▬ ▬▬ ▬▬▬▬ ▬▬▬▬ ▬▬▬ ▬▬ ▬▬▬▬▬ ▬▬▬ ▬▬▬▬ ▬▬ ▬▬▬▬ ▬▬▬ ▬▬ ▬▬▬▬▬ ▬▬▬ bbox=[60, 109, 193, 193]
table-row bbox=[3, 478, 194, 487]
table-cell: 11 bbox=[201, 300, 218, 309]
table-cell: 15020419******* bbox=[218, 273, 283, 282]
table-row bbox=[3, 523, 194, 532]
table-cell: 15020419******* bbox=[415, 463, 476, 472]
date: 2024年8月19日 bbox=[522, 582, 578, 590]
